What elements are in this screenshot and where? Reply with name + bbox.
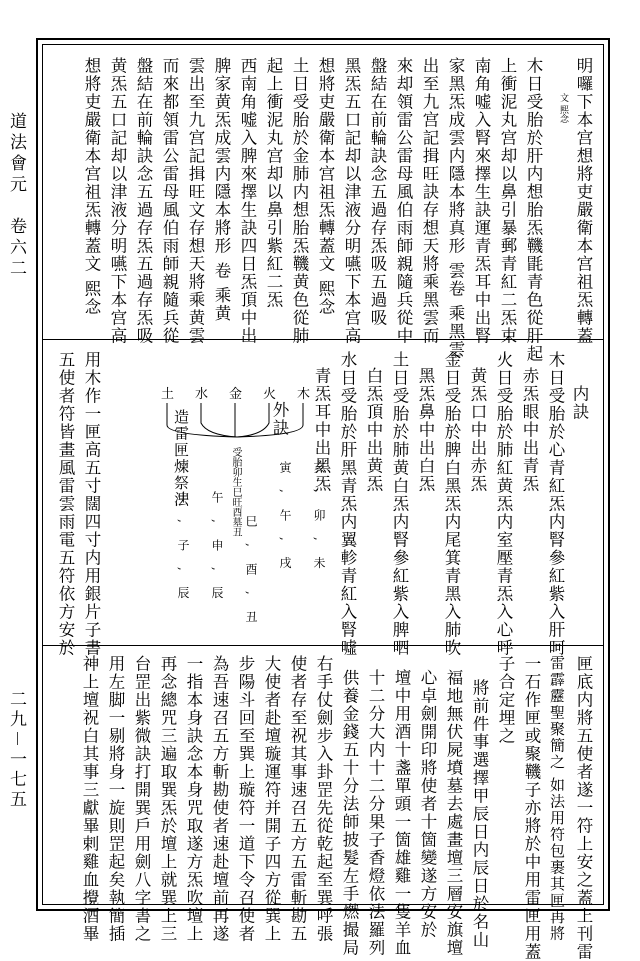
- text-column: 大使者赴壇璇運符并開子四方從巽上: [262, 655, 281, 943]
- section-divider-lower: [43, 645, 603, 646]
- diagram-row: 巳,酉,丑: [244, 515, 258, 639]
- text-column: 盤結在前輪訣念五過存炁吸五過吸: [368, 57, 387, 327]
- text-column: 右手仗劍步入卦罡先從乾起至巽呼張: [314, 655, 333, 943]
- text-column: 黄炁口中出赤炁: [468, 367, 487, 493]
- text-column: 明囉下本宫想將吏嚴衛本宫祖炁轉蓋: [574, 57, 593, 345]
- text-column: 而來都領雷公雷母風伯雨師親隨兵從: [160, 57, 179, 345]
- text-column: 白炁頂中出黄炁: [364, 367, 383, 493]
- text-column: 雷霹靂聖聚簡之 如法用符包裹其匣再將: [548, 655, 566, 942]
- text-column: 雲出至九宫記揖旺文存想天將乘黄雲: [186, 57, 205, 345]
- text-column: 赤炁眼中出青炁: [520, 367, 539, 493]
- text-column: 木日受胎於心青紅炁内腎參紅紫入肝呵: [546, 351, 565, 657]
- text-column: 供養金錢五十分法師披髮左手燃撮局: [340, 669, 359, 957]
- text-column: 步陽斗回至巽上璇符一道下令召使者: [236, 655, 255, 943]
- text-column: 黑炁五口記却以津液分明嚥下本宫高: [342, 57, 361, 345]
- text-column: 内訣: [570, 385, 589, 421]
- margin-page-number: 二九－一七五: [6, 690, 26, 810]
- text-column: 金日受胎於脾白黑炁内尾箕青黑入肺吹: [442, 351, 461, 657]
- text-column: 心卓劍開印將使者十箇變遂方安於: [418, 669, 437, 939]
- text-column: 土日受胎於肺黄白炁内腎參紅紫入脾呬: [390, 351, 409, 657]
- text-column: 家黑炁成雲内隱本將真形 雲卷 乘黑雲: [446, 57, 465, 359]
- text-column: 南角嘘入腎來擇生訣運青炁耳中出腎: [472, 57, 491, 345]
- diagram-phase-fire: 火: [263, 387, 277, 402]
- text-column: 壇中用酒十盞單頭一箇雄雞一隻羊血: [392, 669, 411, 957]
- text-column: 五使者符皆畫風雷雲雨電五符依方安於: [56, 351, 75, 657]
- text-column: 文 熙念: [558, 93, 568, 123]
- text-column: 外訣: [270, 401, 289, 437]
- text-column: 青炁耳中出黑炁: [312, 367, 331, 493]
- text-column: 盤結在前輪訣念五過存炁五過存炁吸: [134, 57, 153, 345]
- page-inner-border: [42, 44, 604, 961]
- text-column: 用木作一匣高五寸闊四寸内用銀片子書: [82, 351, 101, 657]
- text-column: 想將吏嚴衛本宫祖炁轉蓋文 熙念: [82, 57, 101, 316]
- text-column: 為吾速召五方斬勘使者速赴壇前再遂: [210, 655, 229, 943]
- text-column: 土日受胎於金肺内想胎炁鞿黄色從肺: [290, 57, 309, 345]
- text-column: 神上壇祝白其事三獻畢剌雞血攪酒畢: [80, 655, 99, 943]
- text-column: 造雷匣煉祭法: [172, 409, 190, 508]
- text-column: 黑炁鼻中出白炁: [416, 367, 435, 493]
- diagram-row: 申,子,辰: [176, 491, 190, 615]
- text-column: 匣底内將五使者遂一符上安之蓋上刊雷: [574, 655, 593, 961]
- text-column: 火日受胎於肺紅黄炁内室壓青炁入心呼: [494, 351, 513, 657]
- diagram-phase-earth: 土: [161, 387, 175, 402]
- text-column: 想將吏嚴衛本宫祖炁轉蓋文 熙念: [316, 57, 335, 316]
- text-column: 來却領雷公雷母風伯雨師親隨兵從中: [394, 57, 413, 345]
- diagram-phase-wood: 木: [297, 387, 311, 402]
- text-column: 起上衝泥丸宫却以鼻引紫紅二炁: [264, 57, 283, 309]
- text-column: 將前件事選擇甲辰日内辰日於名山: [470, 679, 489, 949]
- text-column: 出至九宫記揖旺訣存想天將乘黑雲而: [420, 57, 439, 345]
- text-column: 再念總咒三遍取巽炁於壇上就巽上三: [158, 655, 177, 943]
- diagram-center-label: 受胎卯生巳旺酉墓丑: [230, 447, 241, 537]
- diagram-row: 亥,卯,未: [312, 461, 326, 585]
- text-column: 用左脚一剔將身一旋則罡起矣執簡插: [106, 655, 125, 943]
- page-frame: [36, 38, 610, 961]
- text-column: 木日受胎於肝内想胎炁鞿毷青色從肝起: [524, 57, 543, 363]
- text-column: 使者存至祝其事速召五方五雷斬勘五: [288, 655, 307, 943]
- text-column: 西南角嘘入脾來擇生訣四日炁頂中出: [238, 57, 257, 345]
- text-column: 一指本身訣念本身咒取遂方炁吹壇上: [184, 655, 203, 943]
- text-column: 脾家黄炁成雲内隱本將形 卷 乘黄: [212, 57, 231, 323]
- text-column: 一石作匣或聚鞿子亦將於中用雷匣用蓋: [522, 655, 541, 961]
- margin-book-title: 道法會元 卷六二: [6, 112, 26, 280]
- text-column: 上衝泥丸宫却以鼻引暴郵青紅二炁束: [498, 57, 517, 345]
- text-column: 台罡出紫微訣打開巽戶用劍八字書之: [132, 655, 151, 943]
- diagram-phase-metal: 金: [229, 387, 243, 402]
- text-column: 黄炁五口記却以津液分明嚥下本宫高: [108, 57, 127, 345]
- text-column: 福地無伏屍墳墓去處畫壇三層安旗壇: [444, 669, 463, 957]
- diagram-phase-water: 水: [195, 387, 209, 402]
- text-column: 十二分大内十二分果子香燈依法羅列: [366, 669, 385, 957]
- text-column: 水日受胎於肝黑青炁内翼軫青紅入腎噓: [338, 351, 357, 657]
- diagram-row: 午,申,辰: [210, 491, 224, 615]
- diagram-row: 寅,午,戌: [278, 461, 292, 585]
- text-column: 子合定埋之: [496, 655, 515, 745]
